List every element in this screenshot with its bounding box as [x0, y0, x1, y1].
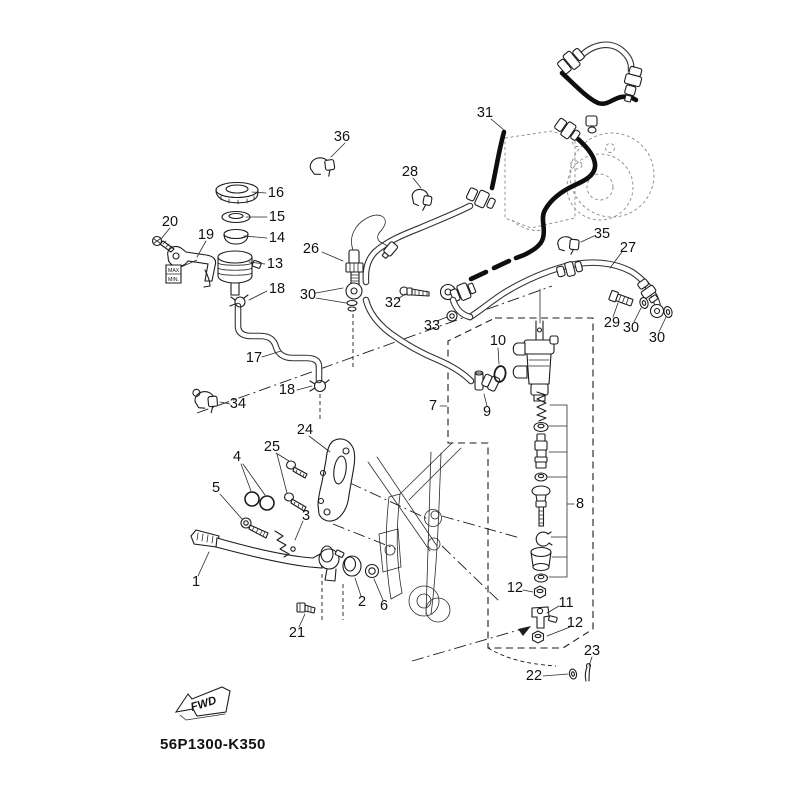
screws-25	[285, 461, 308, 511]
part-label-33: 33	[423, 317, 441, 334]
part-label-35: 35	[593, 225, 611, 242]
part-label-4: 4	[232, 448, 242, 465]
kit-8-bracket	[548, 405, 574, 577]
part-label-30: 30	[648, 329, 666, 346]
junction-fitting	[400, 280, 477, 321]
part-label-36: 36	[333, 128, 351, 145]
part-label-21: 21	[288, 624, 306, 641]
frame-linework	[368, 443, 461, 622]
pedal-assembly	[191, 439, 379, 613]
hoses-light	[238, 45, 658, 381]
fwd-label: FWD	[189, 694, 218, 714]
part-label-31: 31	[476, 104, 494, 121]
clamp-28	[410, 188, 433, 211]
reservoir-cap-16	[216, 183, 258, 205]
part-label-12: 12	[566, 614, 584, 631]
nut-12b	[533, 631, 544, 643]
ferrule	[556, 259, 584, 279]
part-label-19: 19	[197, 226, 215, 243]
reservoir-tank-13	[218, 251, 262, 295]
part-label-20: 20	[161, 213, 179, 230]
bracket-24	[318, 439, 355, 521]
boot	[531, 548, 551, 571]
part-label-18: 18	[268, 280, 286, 297]
washer-6	[366, 565, 379, 578]
part-label-29: 29	[603, 314, 621, 331]
part-label-23: 23	[583, 642, 601, 659]
bushing-2	[343, 556, 361, 576]
part-label-28: 28	[401, 163, 419, 180]
part-label-6: 6	[379, 597, 389, 614]
part-label-12: 12	[506, 579, 524, 596]
bolt-5	[241, 518, 268, 538]
part-label-18: 18	[278, 381, 296, 398]
bolt-21	[297, 603, 315, 613]
fwd-arrow	[176, 687, 230, 720]
nut-12a	[535, 586, 546, 598]
pipe-clamp	[586, 116, 597, 126]
banjo-eye	[651, 305, 664, 318]
brake-pipe-31	[471, 73, 636, 279]
mc-piston	[535, 434, 547, 468]
clamp-36	[309, 156, 336, 179]
part-label-30: 30	[622, 319, 640, 336]
part-label-32: 32	[384, 294, 402, 311]
part-label-3: 3	[301, 507, 311, 524]
drawing-code: 56P1300-K350	[160, 736, 266, 753]
circlip	[536, 532, 552, 546]
part-label-8: 8	[575, 495, 585, 512]
part-label-14: 14	[268, 229, 286, 246]
part-label-13: 13	[266, 255, 284, 272]
banjo-manifold	[346, 283, 362, 299]
part-label-2: 2	[357, 593, 367, 610]
part-label-7: 7	[428, 397, 438, 414]
part-label-27: 27	[619, 239, 637, 256]
cotter-pin-23	[585, 664, 590, 681]
push-rod	[532, 486, 550, 526]
clevis-joint-11	[532, 607, 557, 628]
pointer-arrow	[518, 626, 531, 636]
nut-33	[447, 311, 457, 321]
part-label-10: 10	[489, 332, 507, 349]
min-label: MIN.	[168, 277, 179, 283]
washer-22	[569, 668, 578, 679]
part-label-16: 16	[267, 184, 285, 201]
clamp-35	[557, 236, 579, 255]
ferrule	[555, 45, 586, 76]
part-label-5: 5	[211, 479, 221, 496]
part-label-25: 25	[263, 438, 281, 455]
part-label-30: 30	[299, 286, 317, 303]
part-label-15: 15	[268, 208, 286, 225]
part-label-26: 26	[302, 240, 320, 257]
brake-pedal-1	[191, 530, 344, 581]
mc-body	[513, 321, 558, 401]
part-label-17: 17	[245, 349, 263, 366]
part-label-1: 1	[191, 573, 201, 590]
part-label-22: 22	[525, 667, 543, 684]
diaphragm-14	[224, 230, 248, 245]
part-label-9: 9	[482, 403, 492, 420]
part-label-24: 24	[296, 421, 314, 438]
part-label-11: 11	[558, 594, 574, 611]
part-label-34: 34	[229, 395, 247, 412]
max-label: MAX	[168, 268, 180, 274]
o-rings-4	[245, 492, 274, 510]
